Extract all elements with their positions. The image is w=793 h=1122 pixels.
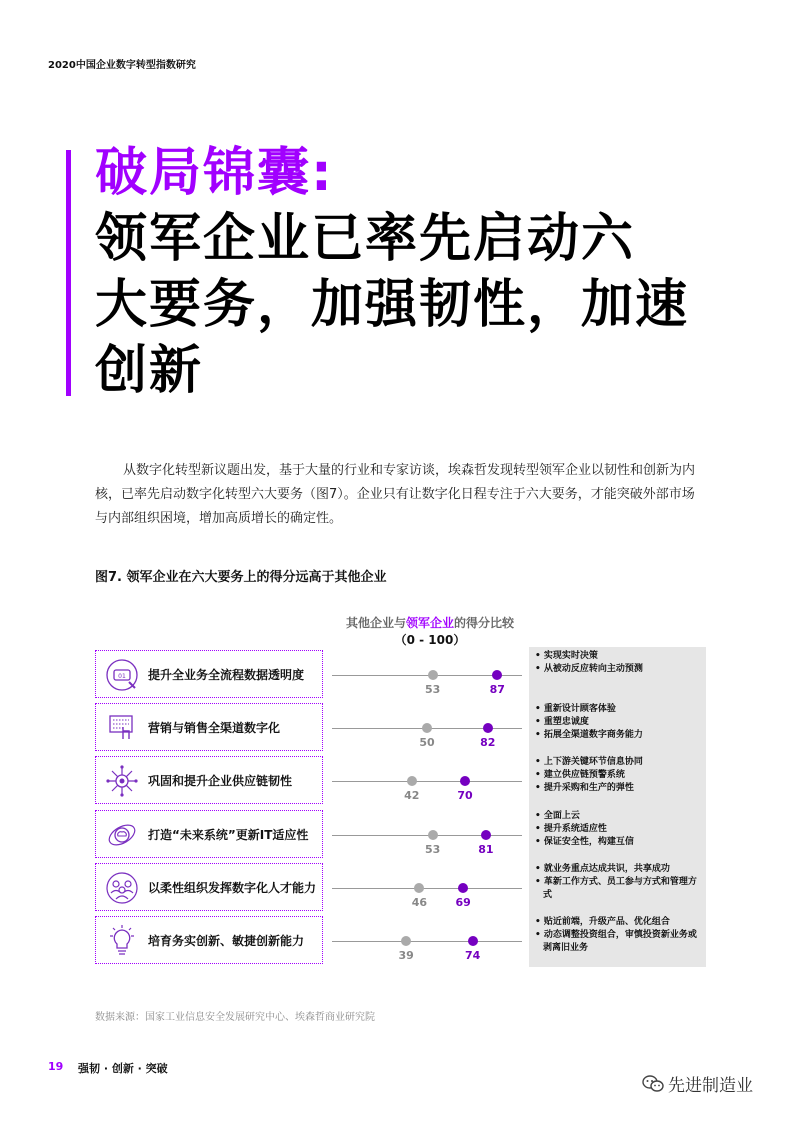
note-item: • 革新工作方式、员工参与方式和管理方式 — [535, 877, 697, 900]
lead-score-dot — [492, 670, 502, 680]
row-label: 营销与销售全渠道数字化 — [148, 721, 281, 735]
note-item: • 建立供应链预警系统 — [535, 770, 625, 780]
title-line-3: 大要务，加强韧性，加速 — [95, 275, 690, 335]
footer-section: 强韧 · 创新 · 突破 — [78, 1062, 168, 1075]
title-line-2: 领军企业已率先启动六 — [95, 209, 636, 269]
network-node-icon — [105, 764, 139, 798]
wechat-icon — [642, 1075, 664, 1093]
other-score-label: 53 — [425, 683, 441, 696]
lead-score-dot — [460, 776, 470, 786]
row-label-box — [95, 703, 323, 751]
note-item: • 从被动反应转向主动预测 — [535, 664, 643, 674]
note-item: • 动态调整投资组合，审慎投资新业务或剥离旧业务 — [535, 930, 697, 953]
lead-score-dot — [458, 883, 468, 893]
chart-row — [95, 756, 707, 804]
other-score-dot — [428, 830, 438, 840]
title-line-4: 创新 — [95, 341, 204, 401]
lead-score-dot — [481, 830, 491, 840]
data-source: 数据来源：国家工业信息安全发展研究中心、埃森哲商业研究院 — [95, 1012, 375, 1023]
row-label-box — [95, 650, 323, 698]
row-label-box — [95, 810, 323, 858]
other-score-label: 39 — [398, 949, 414, 962]
chart-scale-label: （0 - 100） — [394, 633, 466, 647]
watermark — [642, 1071, 753, 1096]
row-label: 培育务实创新、敏捷创新能力 — [148, 934, 305, 948]
lead-score-label: 87 — [489, 683, 505, 696]
other-score-label: 46 — [411, 896, 428, 909]
lead-score-dot — [483, 723, 493, 733]
score-track — [332, 781, 522, 782]
data-chart-icon — [105, 658, 139, 692]
chart-row — [95, 916, 707, 964]
score-track — [332, 888, 522, 889]
chart-header — [330, 615, 530, 649]
chart-row — [95, 810, 707, 858]
row-notes — [529, 807, 706, 861]
other-score-dot — [428, 670, 438, 680]
lead-score-label: 82 — [480, 736, 496, 749]
note-item: • 上下游关键环节信息协同 — [535, 757, 643, 767]
row-label: 提升全业务全流程数据透明度 — [148, 668, 305, 682]
lead-score-dot — [468, 936, 478, 946]
svg-text:01: 01 — [118, 673, 126, 680]
score-track — [332, 941, 522, 942]
row-label-box — [95, 863, 323, 911]
page-title — [95, 140, 735, 404]
other-score-dot — [414, 883, 424, 893]
chart-row — [95, 863, 707, 911]
note-item: • 提升系统适应性 — [535, 824, 607, 834]
title-accent-bar — [66, 150, 71, 396]
other-score-dot — [422, 723, 432, 733]
figure-title: 图7. 领军企业在六大要务上的得分远高于其他企业 — [95, 570, 387, 585]
team-people-icon — [105, 871, 139, 905]
chart-title-lead: 领军企业 — [406, 616, 455, 630]
lead-score-label: 70 — [457, 789, 473, 802]
note-item: • 贴近前端，升级产品、优化组合 — [535, 917, 670, 927]
intro-paragraph: 从数字化转型新议题出发，基于大量的行业和专家访谈，埃森哲发现转型领军企业以韧性和创新为内核，已率先启动数字化转型六大要务（图7）。企业只有让数字化日程专注于六大要务，才能突破外部市场与内部组织困境，增加高质增长的确定性。 — [95, 463, 696, 526]
watermark-text: 先进制造业 — [668, 1076, 753, 1096]
chart-title-and: 与 — [393, 616, 406, 630]
title-line-1: 破局锦囊: — [95, 143, 334, 203]
chart-title-suffix: 的得分比较 — [454, 616, 515, 630]
row-notes — [529, 700, 706, 754]
note-item: • 重新设计顾客体验 — [535, 704, 616, 714]
chart-title-other: 其他企业 — [345, 616, 394, 630]
row-label: 以柔性组织发挥数字化人才能力 — [148, 881, 317, 895]
row-notes — [529, 647, 706, 701]
note-item: • 拓展全渠道数字商务能力 — [535, 730, 643, 740]
row-label: 巩固和提升企业供应链韧性 — [148, 774, 293, 788]
other-score-label: 50 — [419, 736, 435, 749]
row-label-box — [95, 756, 323, 804]
other-score-label: 53 — [425, 843, 441, 856]
note-item: • 实现实时决策 — [535, 651, 598, 661]
other-score-dot — [401, 936, 411, 946]
row-notes — [529, 913, 706, 967]
row-notes — [529, 860, 706, 914]
row-label-box — [95, 916, 323, 964]
score-track — [332, 835, 522, 836]
note-item: • 就业务重点达成共识，共享成功 — [535, 864, 670, 874]
lead-score-label: 81 — [478, 843, 494, 856]
cloud-system-icon — [105, 818, 139, 852]
other-score-dot — [407, 776, 417, 786]
running-header: 2020中国企业数字转型指数研究 — [48, 60, 196, 71]
other-score-label: 42 — [404, 789, 420, 802]
lead-score-label: 74 — [464, 949, 481, 962]
chart-row — [95, 703, 707, 751]
note-item: • 保证安全性，构建互信 — [535, 837, 634, 847]
row-notes — [529, 753, 706, 807]
touch-screen-icon — [105, 711, 139, 745]
lead-score-label: 69 — [455, 896, 471, 909]
note-item: • 重塑忠诚度 — [535, 717, 589, 727]
row-label: 打造“未来系统”更新IT适应性 — [148, 828, 309, 842]
note-item: • 全面上云 — [535, 811, 580, 821]
chart-row — [95, 650, 707, 698]
page-number: 19 — [48, 1060, 64, 1073]
note-item: • 提升采购和生产的弹性 — [535, 783, 634, 793]
lightbulb-icon — [105, 924, 139, 958]
